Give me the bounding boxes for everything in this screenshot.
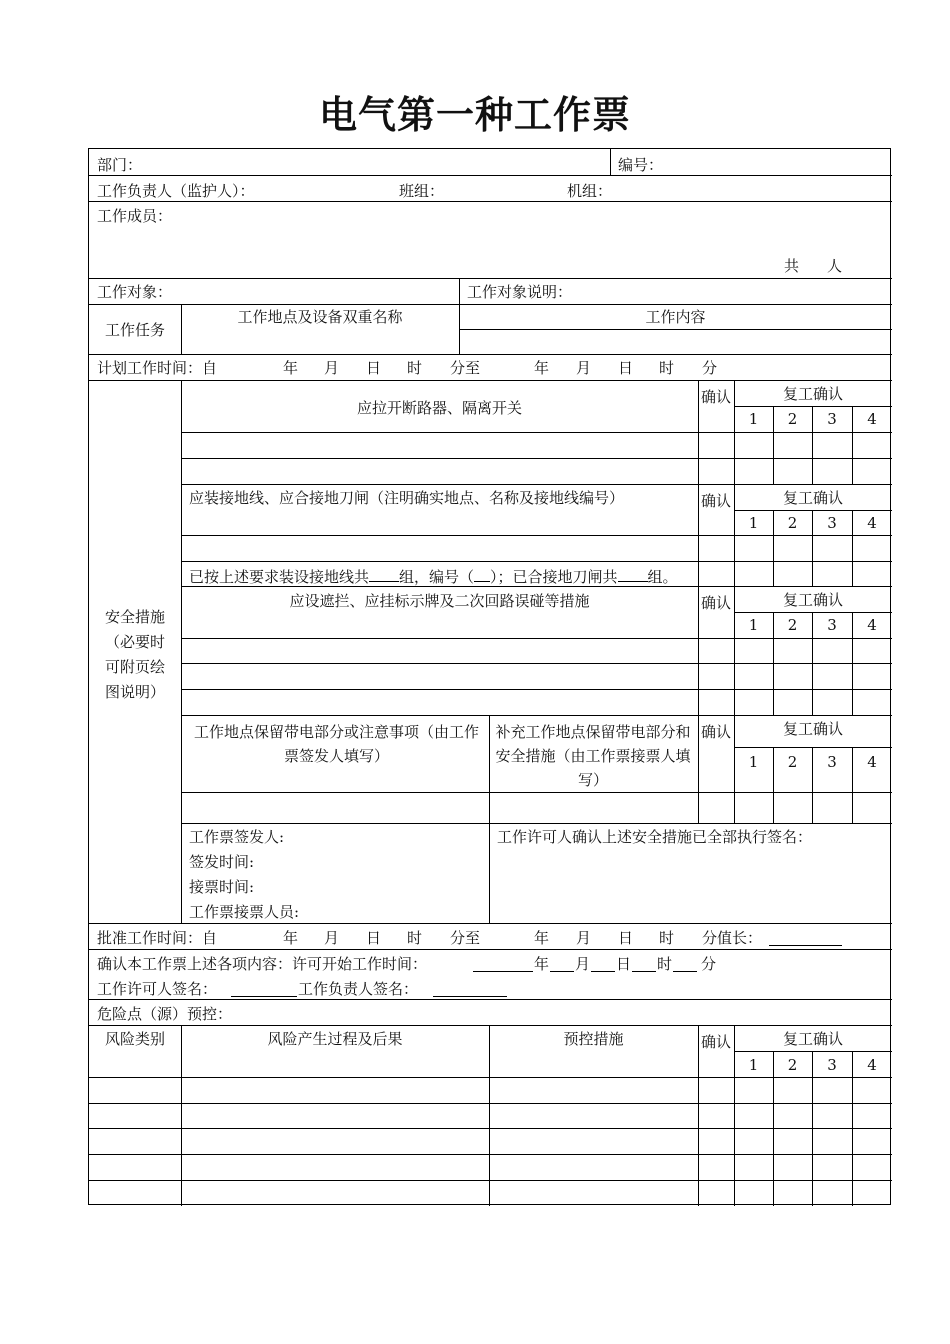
receiver-label: 工作票接票人员: <box>189 903 300 921</box>
table-rule <box>734 510 892 511</box>
table-rule <box>181 380 182 923</box>
plan-time-month: 月 <box>576 359 592 377</box>
table-rule <box>89 354 892 355</box>
rework-col-2: 2 <box>787 410 798 428</box>
fill-blank[interactable] <box>673 971 697 972</box>
fill-blank[interactable] <box>769 945 842 946</box>
approve-time-minute_duty: 分值长： <box>702 929 763 947</box>
table-rule <box>89 278 892 279</box>
team-label: 班组： <box>399 182 445 200</box>
rework-col-1: 1 <box>748 514 759 532</box>
table-rule <box>181 1025 182 1206</box>
rework-col-3: 3 <box>827 616 837 634</box>
confirm-month: 月 <box>575 955 591 973</box>
rework-confirm-header: 复工确认 <box>782 489 843 507</box>
table-rule <box>89 1154 892 1155</box>
members-total-prefix: 共 <box>784 257 800 275</box>
table-rule <box>181 663 892 664</box>
approve-time-minute_to: 分至 <box>450 929 481 947</box>
approve-time-day: 日 <box>366 929 382 947</box>
permit-confirm-label: 工作许可人确认上述安全措施已全部执行签名： <box>497 828 813 846</box>
table-rule <box>734 432 735 484</box>
rework-confirm-header: 复工确认 <box>782 591 843 609</box>
table-rule <box>181 561 892 562</box>
hazard-title: 危险点（源）预控： <box>97 1005 233 1023</box>
confirm-header: 确认 <box>700 388 731 406</box>
rework-col-4: 4 <box>867 1056 877 1074</box>
ground-summary-p1: 已按上述要求装设接地线共 <box>189 568 370 586</box>
fill-blank[interactable] <box>433 996 507 997</box>
approve-time-hour: 时 <box>659 929 675 947</box>
rework-col-1: 1 <box>748 753 759 771</box>
rework-col-4: 4 <box>867 410 877 428</box>
ground-header: 应装接地线、应合接地刀闸（注明确实地点、名称及接地线编号） <box>189 489 625 507</box>
table-rule <box>89 175 892 176</box>
fill-blank[interactable] <box>550 971 574 972</box>
object-desc-label: 工作对象说明： <box>467 283 573 301</box>
table-rule <box>773 535 774 586</box>
dept-label: 部门： <box>97 156 143 174</box>
live-parts-header: 工作地点保留带电部分或注意事项（由工作票签发人填写） <box>193 723 479 765</box>
leader-sign-label: 工作负责人签名： <box>298 980 419 998</box>
table-rule <box>459 329 892 330</box>
rework-confirm-header: 复工确认 <box>782 1030 843 1048</box>
members-total-suffix: 人 <box>827 257 843 275</box>
approve-time-year: 年 <box>534 929 550 947</box>
ground-summary-p3: ）；已合接地刀闸共 <box>490 568 618 586</box>
table-rule <box>610 149 611 175</box>
safety-label: 安全措施（必要时可附页绘图说明） <box>104 608 165 701</box>
barrier-header: 应设遮拦、应挂标示牌及二次回路误碰等措施 <box>289 592 590 610</box>
plan-time-minute: 分 <box>702 359 718 377</box>
table-rule <box>89 999 892 1000</box>
plan-time-label: 计划工作时间：自 <box>97 359 218 377</box>
table-rule <box>852 535 853 586</box>
table-rule <box>489 715 490 923</box>
leader-label: 工作负责人（监护人）： <box>97 182 255 200</box>
table-rule <box>89 1180 892 1181</box>
table-rule <box>734 747 892 748</box>
page-title: 电气第一种工作票 <box>318 92 631 137</box>
table-rule <box>89 304 892 305</box>
extra-header: 补充工作地点保留带电部分和安全措施（由工作票接票人填写） <box>495 723 691 789</box>
confirm-header: 确认 <box>700 1033 731 1051</box>
table-rule <box>734 1025 735 1206</box>
fill-blank[interactable] <box>632 971 656 972</box>
plan-time-day: 日 <box>366 359 382 377</box>
confirm-header: 确认 <box>700 723 731 741</box>
ground-summary-p4: 组。 <box>647 568 678 586</box>
table-rule <box>812 638 813 715</box>
rework-col-4: 4 <box>867 514 877 532</box>
confirm-header: 确认 <box>700 492 731 510</box>
risk-type-header: 风险类别 <box>104 1030 165 1048</box>
ground-summary-p2: 组，编号（ <box>399 568 475 586</box>
table-rule <box>734 535 735 586</box>
breakers-header: 应拉开断路器、隔离开关 <box>356 399 522 417</box>
table-rule <box>734 638 735 715</box>
fill-blank[interactable] <box>473 971 533 972</box>
rework-col-2: 2 <box>787 514 798 532</box>
issue-time-label: 签发时间: <box>189 853 255 871</box>
table-rule <box>812 535 813 586</box>
members-label: 工作成员： <box>97 207 173 225</box>
table-rule <box>181 792 892 793</box>
table-rule <box>89 949 892 950</box>
approve-time-day: 日 <box>618 929 634 947</box>
table-rule <box>734 612 892 613</box>
plan-time-hour: 时 <box>659 359 675 377</box>
table-rule <box>89 1103 892 1104</box>
rework-col-2: 2 <box>787 1056 798 1074</box>
task-content-header: 工作内容 <box>645 308 706 326</box>
rework-col-3: 3 <box>827 753 837 771</box>
work-ticket-form <box>88 148 891 1205</box>
table-rule <box>89 1025 892 1026</box>
risk-process-header: 风险产生过程及后果 <box>267 1030 403 1048</box>
rework-confirm-header: 复工确认 <box>782 720 843 738</box>
approve-time-year: 年 <box>283 929 299 947</box>
plan-time-year: 年 <box>283 359 299 377</box>
table-rule <box>852 432 853 484</box>
fill-blank[interactable] <box>474 566 490 582</box>
plan-time-year: 年 <box>534 359 550 377</box>
rework-col-1: 1 <box>748 616 759 634</box>
control-header: 预控措施 <box>563 1030 624 1048</box>
table-rule <box>89 1128 892 1129</box>
table-rule <box>181 638 892 639</box>
serial-label: 编号： <box>618 156 664 174</box>
table-rule <box>489 1025 490 1206</box>
table-rule <box>852 638 853 715</box>
table-rule <box>89 380 892 381</box>
table-rule <box>89 1077 892 1078</box>
table-rule <box>698 535 699 586</box>
table-rule <box>181 432 892 433</box>
table-rule <box>89 923 892 924</box>
rework-col-3: 3 <box>827 514 837 532</box>
rework-col-2: 2 <box>787 753 798 771</box>
table-rule <box>89 201 892 202</box>
approve-time-label: 批准工作时间：自 <box>97 929 218 947</box>
permit-sign-label: 工作许可人签名： <box>97 980 218 998</box>
table-rule <box>181 715 892 716</box>
rework-col-4: 4 <box>867 616 877 634</box>
confirm-minute: 分 <box>701 955 717 973</box>
confirm-header: 确认 <box>700 594 731 612</box>
table-rule <box>698 638 699 715</box>
rework-col-4: 4 <box>867 753 877 771</box>
ground-summary <box>189 566 678 587</box>
task-label: 工作任务 <box>104 321 165 339</box>
table-rule <box>773 432 774 484</box>
rework-col-2: 2 <box>787 616 798 634</box>
table-rule <box>734 1051 892 1052</box>
approve-time-month: 月 <box>576 929 592 947</box>
table-rule <box>698 432 699 484</box>
table-rule <box>181 689 892 690</box>
fill-blank[interactable] <box>591 971 615 972</box>
approve-time-hour: 时 <box>407 929 423 947</box>
rework-col-1: 1 <box>748 1056 759 1074</box>
fill-blank[interactable] <box>231 996 297 997</box>
table-rule <box>773 638 774 715</box>
receive-time-label: 接票时间: <box>189 878 255 896</box>
plan-time-day: 日 <box>618 359 634 377</box>
rework-col-3: 3 <box>827 410 837 428</box>
object-label: 工作对象： <box>97 283 173 301</box>
task-location-header: 工作地点及设备双重名称 <box>237 308 403 326</box>
unit-label: 机组： <box>567 182 613 200</box>
issuer-label: 工作票签发人: <box>189 828 285 846</box>
confirm-hour: 时 <box>657 955 673 973</box>
plan-time-hour: 时 <box>407 359 423 377</box>
confirm-day: 日 <box>616 955 632 973</box>
fill-blank[interactable] <box>618 566 648 582</box>
table-rule <box>181 535 892 536</box>
table-rule <box>812 432 813 484</box>
table-rule <box>734 406 892 407</box>
plan-time-month: 月 <box>324 359 340 377</box>
table-rule <box>181 484 892 485</box>
rework-confirm-header: 复工确认 <box>782 385 843 403</box>
rework-col-3: 3 <box>827 1056 837 1074</box>
confirm-year: 年 <box>534 955 550 973</box>
table-rule <box>181 823 892 824</box>
rework-col-1: 1 <box>748 410 759 428</box>
table-rule <box>181 458 892 459</box>
confirm-start-label: 确认本工作票上述各项内容：许可开始工作时间： <box>97 955 428 973</box>
plan-time-minute_to: 分至 <box>450 359 481 377</box>
approve-time-month: 月 <box>324 929 340 947</box>
fill-blank[interactable] <box>369 566 399 582</box>
